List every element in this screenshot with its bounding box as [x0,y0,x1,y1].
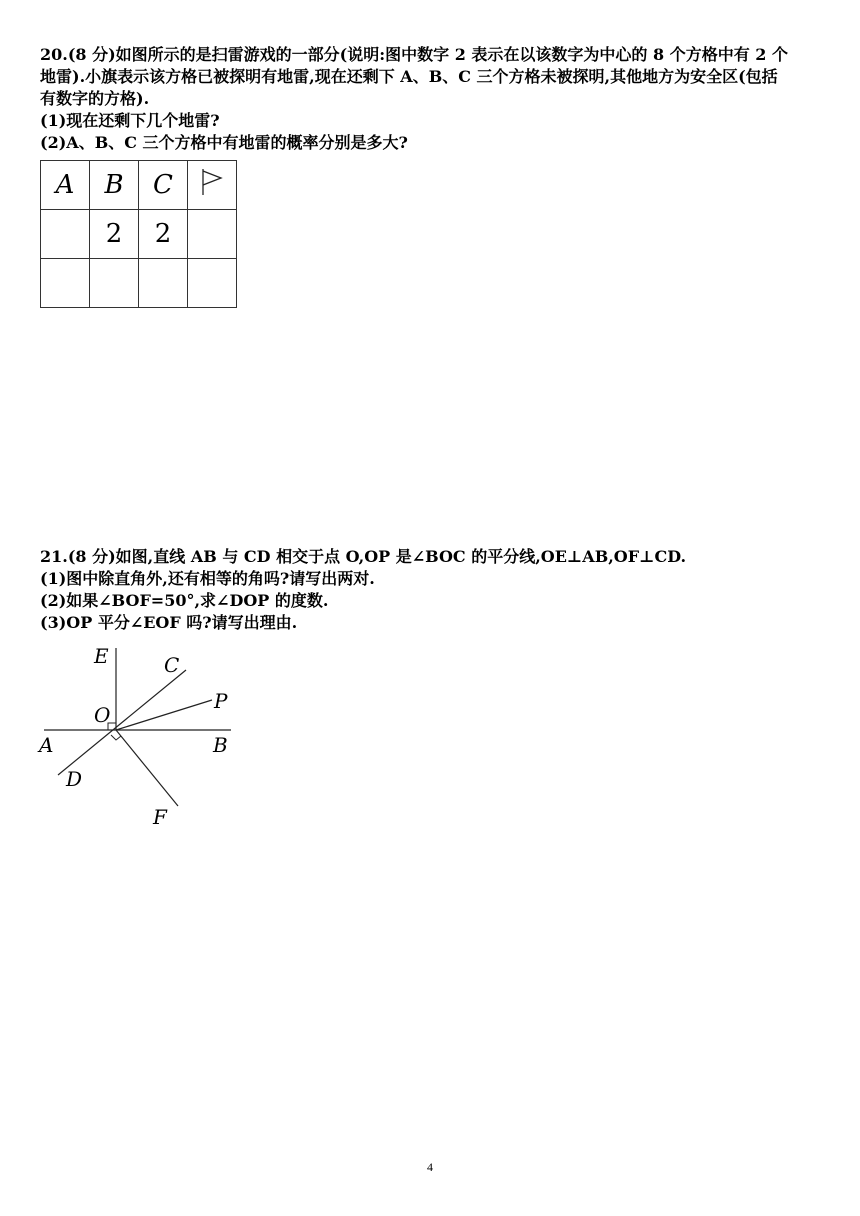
question-20 [40,44,830,154]
minesweeper-grid [40,160,237,308]
grid-row [41,210,237,259]
grid-cell [41,210,90,259]
q20-line-1: 20.(8 分)如图所示的是扫雷游戏的一部分(说明:图中数字 2 表示在以该数字为中心的 8 个方格中有 2 个 [40,45,788,64]
q20-subquestion-2: (2)A、B、C 三个方格中有地雷的概率分别是多大? [40,133,408,152]
q20-line-3: 有数字的方格). [40,89,150,108]
grid-cell [90,259,139,308]
q21-line-1: 21.(8 分)如图,直线 AB 与 CD 相交于点 O,OP 是∠BOC 的平分线,OE⊥AB,OF⊥CD. [40,547,687,566]
q21-subquestion-3: (3)OP 平分∠EOF 吗?请写出理由. [40,613,298,632]
right-angle-mark-dof [111,735,121,740]
question-21 [40,546,830,634]
grid-cell [41,259,90,308]
label-f: F [153,805,167,829]
grid-cell [188,259,237,308]
grid-cell-b: B [90,161,139,210]
grid-row [41,259,237,308]
angle-figure [36,640,246,835]
label-c: C [164,653,180,677]
grid-cell-a: A [41,161,90,210]
label-o: O [94,703,111,727]
label-p: P [214,689,228,713]
line-cd [58,670,186,775]
grid-row [41,161,237,210]
q21-subquestion-1: (1)图中除直角外,还有相等的角吗?请写出两对. [40,569,375,588]
line-of [116,730,178,806]
page-number: 4 [427,1160,433,1174]
q20-subquestion-1: (1)现在还剩下几个地雷? [40,111,220,130]
label-b: B [213,733,228,757]
grid-cell [188,210,237,259]
label-e: E [94,644,109,668]
grid-cell-c: C [139,161,188,210]
grid-cell-flag [188,161,237,210]
grid-cell-number: 2 [139,210,188,259]
label-d: D [66,767,83,791]
q20-line-2: 地雷).小旗表示该方格已被探明有地雷,现在还剩下 A、B、C 三个方格未被探明,其他地方为安全区(包括 [40,67,778,86]
flag-icon [197,165,227,199]
grid-cell-number: 2 [90,210,139,259]
grid-cell [139,259,188,308]
label-a: A [39,733,54,757]
q21-subquestion-2: (2)如果∠BOF=50°,求∠DOP 的度数. [40,591,329,610]
